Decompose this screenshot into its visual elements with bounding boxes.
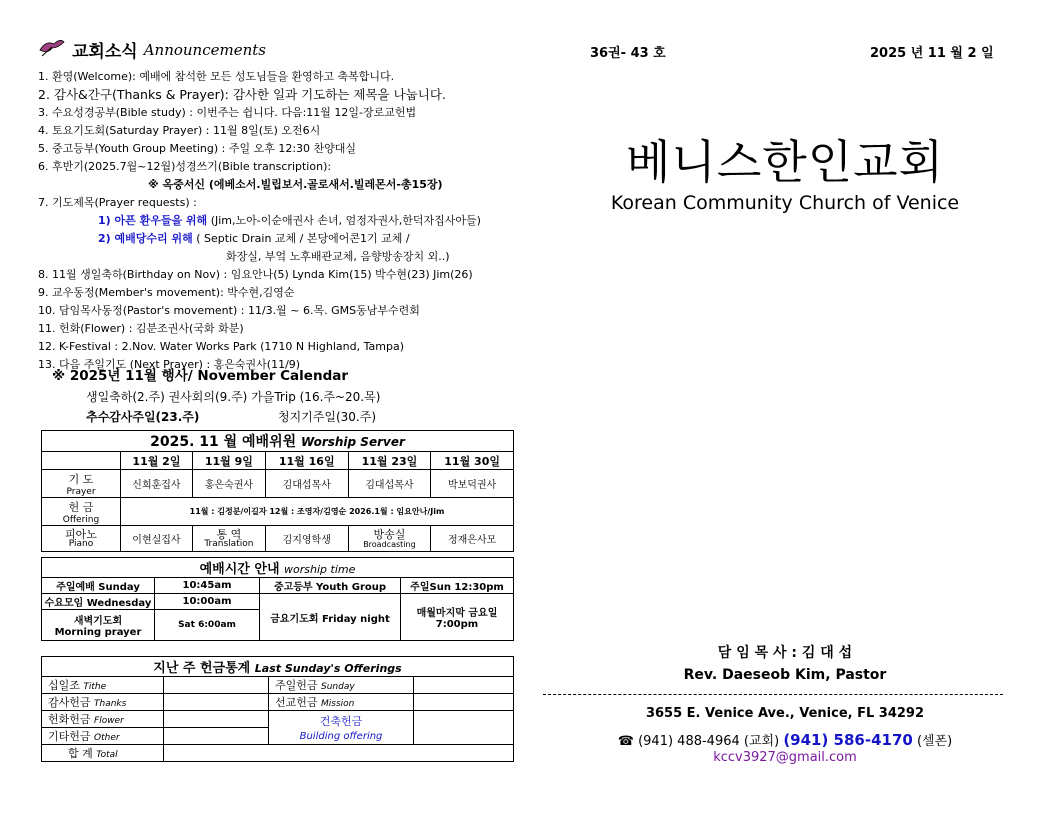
offerings-table [41, 656, 514, 762]
announcement-7: 7. 기도제목(Prayer requests) : [38, 196, 197, 209]
thanks-label: 감사헌금 Thanks [42, 694, 164, 711]
phone-icon: ☎ [617, 734, 634, 749]
other-label: 기타헌금 Other [42, 728, 164, 745]
friday-time-cell [401, 594, 514, 641]
prayer-4: 김대섭목사 [348, 470, 431, 498]
offerings-title [42, 657, 514, 677]
divider [543, 694, 1003, 695]
title-en: Announcements [143, 40, 266, 59]
announcement-1: 1. 환영(Welcome): 예배에 참석한 모든 성도님들을 환영하고 축복합니다. [38, 70, 395, 83]
building-amount [414, 711, 514, 745]
piano-label-en: Piano [68, 538, 94, 549]
offering-label-cell [42, 498, 121, 526]
prayer-item-1 [38, 212, 538, 230]
announcement-2: 2. 감사&간구(Thanks & Prayer): 감사한 일과 기도하는 제목을 나눕니다. [38, 87, 446, 102]
calendar-line-2a: 추수감사주일(23.주) [86, 410, 200, 424]
server-table-title [42, 431, 514, 452]
announcement-list [38, 68, 538, 374]
prayer-label-cell [42, 470, 121, 498]
pastor-name-en: Rev. Daeseob Kim, Pastor [683, 667, 887, 683]
translation-cell [192, 526, 265, 552]
prayer-2: 홍은숙권사 [192, 470, 265, 498]
volume-number: 36권- 43 호 [590, 46, 666, 61]
church-address: 3655 E. Venice Ave., Venice, FL 34292 [645, 706, 925, 721]
prayer-label: 기 도 [68, 472, 94, 486]
total-label: 합 계 Total [42, 745, 164, 762]
cell-phone: (941) 586-4170 [783, 731, 913, 749]
flower-label: 헌화헌금 Flower [42, 711, 164, 728]
sunday-time: 10:45am [155, 578, 260, 594]
prayer-item-2-text: ( Septic Drain 교체 / 본당에어콘1기 교체 / [196, 232, 410, 245]
calendar-line-2b: 청지기주일(30.주) [278, 410, 376, 424]
prayer-label-en: Prayer [66, 486, 96, 497]
church-phone: (941) 488-4964 (교회) [638, 734, 780, 749]
prayer-item-2-label: 2) 예배당수리 위해 [98, 232, 193, 245]
announcement-5: 5. 중고등부(Youth Group Meeting) : 주일 오후 12:30 찬양대실 [38, 142, 357, 155]
total-amount [164, 745, 514, 762]
translator: 김지영학생 [265, 526, 348, 552]
announcement-4: 4. 토요기도회(Saturday Prayer) : 11월 8일(토) 오전6시 [38, 124, 321, 137]
prayer-item-1-text: (Jim,노아-이순애권사 손녀, 엄정자권사,한덕자집사아들) [210, 214, 481, 227]
church-name-en: Korean Community Church of Venice [610, 192, 960, 214]
announcement-6: 6. 후반기(2025.7월~12월)성경쓰기(Bible transcription): [38, 160, 332, 173]
youth-time: 주일Sun 12:30pm [401, 578, 514, 594]
wednesday-meeting: 수요모임 Wednesday [42, 594, 155, 610]
date-1: 11월 2일 [121, 452, 193, 470]
announcement-10: 10. 담임목사동정(Pastor's movement) : 11/3.월 ~ 6.목. GMS동남부수련회 [38, 304, 420, 317]
mission-label: 선교헌금 Mission [269, 694, 414, 711]
announcement-8: 8. 11월 생일축하(Birthday on Nov) : 임요안나(5) Lynda Kim(15) 박수현(23) Jim(26) [38, 268, 473, 281]
dawn-prayer: 새벽기도회 [73, 616, 123, 627]
pastor-info [545, 642, 1025, 686]
offerings-title-kr: 지난 주 헌금통계 [153, 661, 251, 676]
date-4: 11월 23일 [348, 452, 431, 470]
worship-time-title [42, 558, 514, 578]
announcement-3: 3. 수요성경공부(Bible study) : 이번주는 쉽니다. 다음:11월 12일-장로교헌법 [38, 106, 417, 119]
other-amount [164, 728, 269, 745]
title-kr: 교회소식 [72, 42, 138, 62]
offering-servers: 11월 : 김정분/이길자 12월 : 조영자/김영순 2026.1월 : 임요안나/Jim [121, 498, 514, 526]
dawn-prayer-en: Morning prayer [54, 627, 142, 638]
worship-time-title-en: worship time [284, 563, 356, 576]
friday-time2: 7:00pm [435, 619, 479, 630]
prayer-5: 박보덕권사 [431, 470, 514, 498]
corner-cell [42, 452, 121, 470]
prayer-item-1-label: 1) 아픈 환우들을 위해 [98, 214, 208, 227]
sunday-offering-label: 주일헌금 Sunday [269, 677, 414, 694]
piano-player: 이현실집사 [121, 526, 193, 552]
youth-group: 중고등부 Youth Group [260, 578, 401, 594]
thanks-amount [164, 694, 269, 711]
broadcast-label-en: Broadcasting [363, 539, 416, 549]
translation-label-en: Translation [204, 538, 254, 549]
pastor-name-kr: 담 임 목 사 : 김 대 섭 [717, 645, 853, 661]
date-3: 11월 16일 [265, 452, 348, 470]
announcement-11: 11. 헌화(Flower) : 김분조권사(국화 화분) [38, 322, 244, 335]
offering-label: 헌 금 [68, 500, 94, 514]
building-label [269, 711, 414, 745]
prayer-1: 신희훈집사 [121, 470, 193, 498]
server-title-kr: 2025. 11 월 예배위원 [150, 434, 297, 450]
tithe-amount [164, 677, 269, 694]
date-5: 11월 30일 [431, 452, 514, 470]
bulletin-date: 2025 년 11 월 2 일 [870, 46, 994, 61]
announcement-12: 12. K-Festival : 2.Nov. Water Works Park (1710 N Highland, Tampa) [38, 340, 404, 353]
announcement-13: 13. 다음 주일기도 (Next Prayer) : 홍은숙권사(11/9) [38, 358, 301, 371]
offerings-title-en: Last Sunday's Offerings [254, 662, 402, 675]
church-email[interactable]: kccv3927@gmail.com [713, 750, 857, 765]
worship-time-table [41, 557, 514, 641]
server-title-en: Worship Server [301, 435, 405, 449]
piano-label-cell [42, 526, 121, 552]
phone-line [545, 730, 1025, 749]
wednesday-time: 10:00am [155, 594, 260, 610]
broadcast-label: 방송실 [373, 527, 406, 541]
prayer-item-2 [38, 230, 538, 248]
building-kr: 건축헌금 [319, 715, 363, 728]
calendar-line-1: 생일축하(2.주) 권사회의(9.주) 가을Trip (16.주~20.목) [86, 390, 381, 404]
worship-server-table [41, 430, 514, 552]
building-en: Building offering [299, 731, 383, 742]
tithe-label: 십일조 Tithe [42, 677, 164, 694]
sunday-offering-amount [414, 677, 514, 694]
date-2: 11월 9일 [192, 452, 265, 470]
announcements-title [36, 36, 266, 63]
dawn-prayer-cell [42, 610, 155, 641]
mission-amount [414, 694, 514, 711]
sunday-service: 주일예배 Sunday [42, 578, 155, 594]
announcement-9: 9. 교우동정(Member's movement): 박수현,김영순 [38, 286, 295, 299]
church-name-kr: 베니스한인교회 [625, 135, 945, 189]
piano-label: 피아노 [65, 527, 97, 541]
flower-icon [36, 36, 66, 63]
cell-phone-suffix: (셀폰) [916, 734, 953, 749]
offering-label-en: Offering [62, 514, 100, 525]
friday-time: 매월마지막 금요일 [416, 608, 498, 619]
translation-label: 통 역 [216, 527, 242, 541]
prayer-item-2-text2: 화장실, 부엌 노후배관교체, 음향방송장치 외..) [226, 250, 450, 263]
dawn-time: Sat 6:00am [155, 610, 260, 641]
calendar-title: ※ 2025년 11월 행사/ November Calendar [52, 368, 348, 384]
friday-prayer: 금요기도회 Friday night [260, 594, 401, 641]
broadcast-cell [348, 526, 431, 552]
flower-amount [164, 711, 269, 728]
worship-time-title-kr: 예배시간 안내 [199, 562, 280, 577]
announcement-6-sub: ※ 옥중서신 (에베소서.빌립보서.골로새서.빌레몬서-총15장) [148, 178, 443, 191]
prayer-3: 김대섭목사 [265, 470, 348, 498]
broadcaster: 정재은사모 [431, 526, 514, 552]
